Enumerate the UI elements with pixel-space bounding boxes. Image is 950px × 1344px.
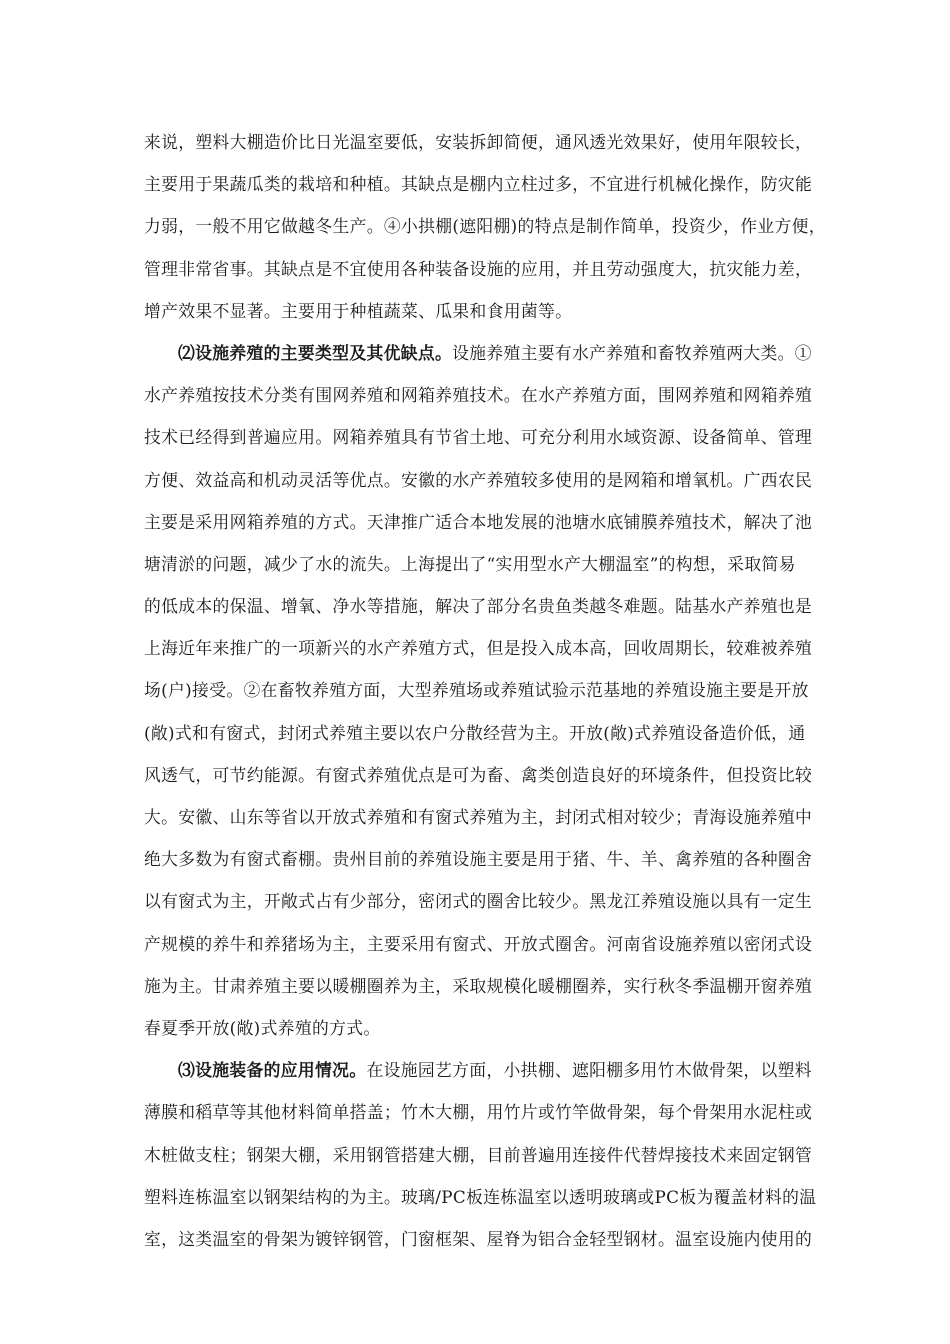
- text-line: 木桩做支柱；钢架大棚，采用钢管搭建大棚，目前普遍用连接件代替焊接技术来固定钢管: [144, 1144, 813, 1165]
- text-line: 薄膜和稻草等其他材料简单搭盖；竹木大棚，用竹片或竹竿做骨架，每个骨架用水泥柱或: [144, 1102, 813, 1123]
- text-line: 场(户)接受。②在畜牧养殖方面，大型养殖场或养殖试验示范基地的养殖设施主要是开放: [144, 680, 809, 701]
- text-line: 方便、效益高和机动灵活等优点。安徽的水产养殖较多使用的是网箱和增氧机。广西农民: [144, 469, 813, 490]
- text-line: [144, 332, 816, 374]
- paragraph-facility-breeding: [144, 332, 816, 1049]
- text-line: 风透气，可节约能源。有窗式养殖优点是可为畜、禽类创造良好的环境条件，但投资比较: [144, 764, 813, 785]
- text-line: 塘清淤的问题，减少了水的流失。上海提出了“实用型水产大棚温室”的构想，采取简易: [144, 553, 796, 574]
- text-line: 技术已经得到普遍应用。网箱养殖具有节省土地、可充分利用水域资源、设备简单、管理: [144, 427, 813, 448]
- text-line: 室，这类温室的骨架为镀锌钢管，门窗框架、屋脊为铝合金轻型钢材。温室设施内使用的: [144, 1228, 813, 1249]
- text-line: 主要是采用网箱养殖的方式。天津推广适合本地发展的池塘水底铺膜养殖技术，解决了池: [144, 511, 813, 532]
- text-line: 塑料连栋温室以钢架结构的为主。玻璃/PC板连栋温室以透明玻璃或PC板为覆盖材料的温: [144, 1186, 817, 1207]
- text-line: 春夏季开放(敞)式养殖的方式。: [144, 1017, 381, 1038]
- text-run: 在设施园艺方面，小拱棚、遮阳棚多用竹木做骨架，以塑料: [366, 1060, 812, 1081]
- text-line: 的低成本的保温、增氧、净水等措施，解决了部分名贵鱼类越冬难题。陆基水产养殖也是: [144, 596, 813, 617]
- text-line: (敞)式和有窗式，封闭式养殖主要以农户分散经营为主。开放(敞)式养殖设备造价低，通: [144, 722, 806, 743]
- paragraph-plastic-greenhouse: [144, 121, 826, 332]
- section-heading: ⑵设施养殖的主要类型及其优缺点。: [178, 342, 453, 363]
- text-line: 上海近年来推广的一项新兴的水产养殖方式，但是投入成本高，回收周期长，较难被养殖: [144, 638, 813, 659]
- text-line: 水产养殖按技术分类有围网养殖和网箱养殖技术。在水产养殖方面，围网养殖和网箱养殖: [144, 385, 813, 406]
- text-line: 增产效果不显著。主要用于种植蔬菜、瓜果和食用菌等。: [144, 300, 573, 321]
- text-line: 来说，塑料大棚造价比日光温室要低，安装拆卸简便，通风透光效果好，使用年限较长，: [144, 132, 813, 152]
- text-line: 主要用于果蔬瓜类的栽培和种植。其缺点是棚内立柱过多，不宜进行机械化操作，防灾能: [144, 174, 813, 195]
- text-line: 施为主。甘肃养殖主要以暖棚圈养为主，采取规模化暖棚圈养，实行秋冬季温棚开窗养殖: [144, 975, 813, 996]
- text-line: 大。安徽、山东等省以开放式养殖和有窗式养殖为主，封闭式相对较少；青海设施养殖中: [144, 807, 813, 827]
- text-line: 产规模的养牛和养猪场为主，主要采用有窗式、开放式圈舍。河南省设施养殖以密闭式设: [144, 933, 813, 954]
- document-body: [144, 121, 826, 1260]
- paragraph-facility-equipment: [144, 1049, 816, 1260]
- text-line: 管理非常省事。其缺点是不宜使用各种装备设施的应用，并且劳动强度大，抗灾能力差，: [144, 258, 813, 279]
- text-line: [144, 1049, 816, 1091]
- text-line: 力弱，一般不用它做越冬生产。④小拱棚(遮阳棚)的特点是制作简单，投资少，作业方便，: [144, 216, 826, 237]
- text-run: 设施养殖主要有水产养殖和畜牧养殖两大类。①: [452, 342, 812, 363]
- text-line: 以有窗式为主，开敞式占有少部分，密闭式的圈舍比较少。黑龙江养殖设施以具有一定生: [144, 891, 813, 912]
- section-heading: ⑶设施装备的应用情况。: [178, 1060, 367, 1081]
- text-line: 绝大多数为有窗式畜棚。贵州目前的养殖设施主要是用于猪、牛、羊、禽养殖的各种圈舍: [144, 849, 813, 870]
